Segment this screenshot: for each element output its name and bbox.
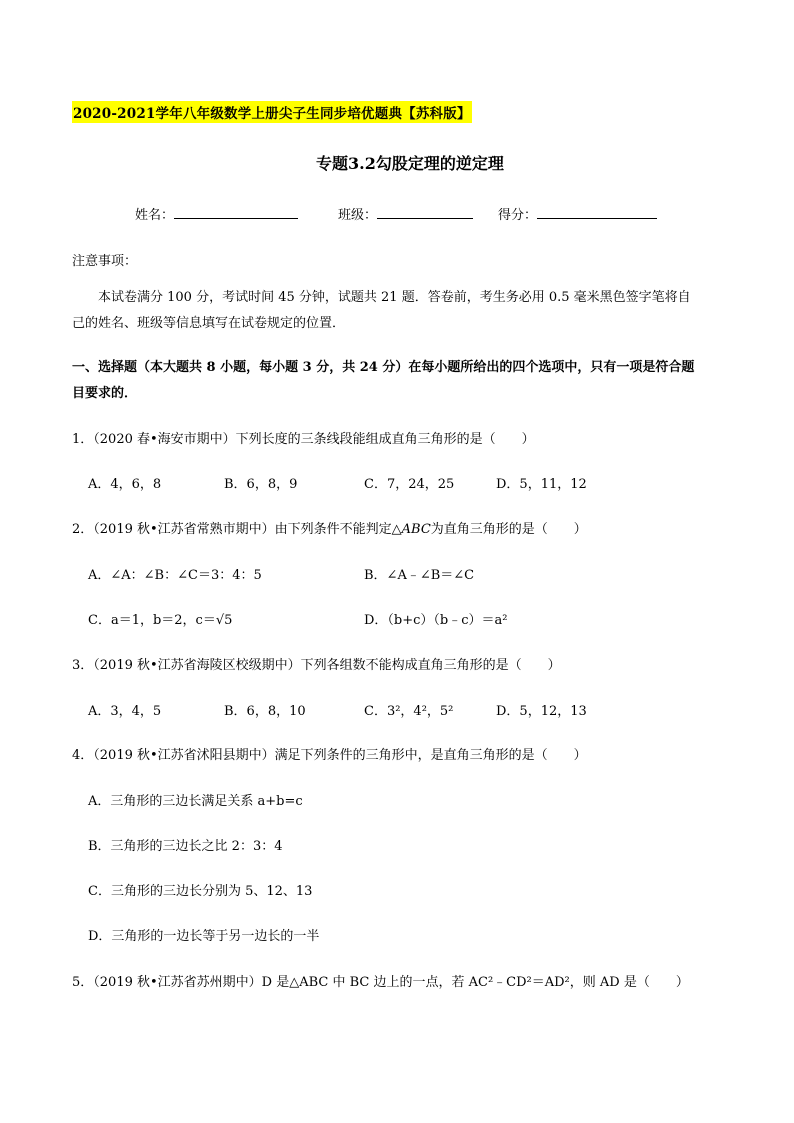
question-4-option-c[interactable]: C．三角形的三边长分别为 5、12、13 [88, 884, 313, 899]
name-blank[interactable] [174, 204, 298, 219]
question-1-option-b[interactable]: B．6，8，9 [224, 477, 298, 492]
section-heading-line-2: 目要求的． [72, 386, 138, 401]
question-2-option-d[interactable]: D．（b+c）（b﹣c）＝a² [364, 613, 508, 628]
question-4-option-a[interactable]: A．三角形的三边长满足关系 a+b=c [88, 794, 303, 809]
question-3-stem: 3．（2019 秋•江苏省海陵区校级期中）下列各组数不能构成直角三角形的是（ ） [72, 658, 561, 673]
question-1-option-d[interactable]: D．5，11，12 [496, 477, 587, 492]
question-3-option-a[interactable]: A．3，4，5 [88, 704, 162, 719]
class-blank[interactable] [377, 204, 473, 219]
question-2-option-c[interactable]: C．a＝1，b＝2，c＝√5 [88, 613, 233, 628]
question-4-stem: 4．（2019 秋•江苏省沭阳县期中）满足下列条件的三角形中，是直角三角形的是（ ） [72, 748, 587, 763]
name-label: 姓名： [135, 208, 175, 223]
question-1-stem: 1．（2020 春•海安市期中）下列长度的三条线段能组成直角三角形的是（ ） [72, 432, 535, 447]
section-heading-line-1: 一、选择题（本大题共 8 小题，每小题 3 分，共 24 分）在每小题所给出的四个选项中，只有一项是符合题 [72, 360, 695, 375]
notice-line-2: 己的姓名、班级等信息填写在试卷规定的位置． [72, 316, 346, 331]
question-3-option-c[interactable]: C．3²，4²，5² [364, 704, 454, 719]
notice-line-1: 本试卷满分 100 分，考试时间 45 分钟，试题共 21 题．答卷前，考生务必用 0.5 毫米黑色签字笔将自 [98, 290, 691, 305]
question-2-stem-b: 为直角三角形的是（ ） [430, 522, 587, 537]
question-3-option-b[interactable]: B．6，8，10 [224, 704, 306, 719]
question-4-option-d[interactable]: D．三角形的一边长等于另一边长的一半 [88, 929, 320, 944]
class-field [338, 204, 473, 223]
class-label: 班级： [338, 208, 378, 223]
score-label: 得分： [498, 208, 538, 223]
series-banner: 2020-2021学年八年级数学上册尖子生同步培优题典【苏科版】 [72, 101, 472, 123]
name-field [135, 204, 298, 223]
notice-heading: 注意事项： [72, 254, 138, 269]
score-field [498, 204, 657, 223]
question-3-option-d[interactable]: D．5，12，13 [496, 704, 587, 719]
question-2-stem-var: ABC [401, 522, 431, 537]
question-2-option-b[interactable]: B．∠A﹣∠B＝∠C [364, 568, 475, 583]
question-2-option-a[interactable]: A．∠A：∠B：∠C＝3：4：5 [88, 568, 262, 583]
question-1-option-c[interactable]: C．7，24，25 [364, 477, 455, 492]
page-title: 专题3.2勾股定理的逆定理 [316, 154, 504, 173]
question-4-option-b[interactable]: B．三角形的三边长之比 2：3：4 [88, 839, 283, 854]
score-blank[interactable] [537, 204, 657, 219]
question-1-option-a[interactable]: A．4，6，8 [88, 477, 162, 492]
question-2-stem [72, 518, 587, 537]
question-5-stem: 5．（2019 秋•江苏省苏州期中）D 是△ABC 中 BC 边上的一点，若 AC²﹣CD²＝AD²，则 AD 是（ ） [72, 975, 689, 990]
question-2-stem-a: 2．（2019 秋•江苏省常熟市期中）由下列条件不能判定△ [72, 522, 402, 537]
